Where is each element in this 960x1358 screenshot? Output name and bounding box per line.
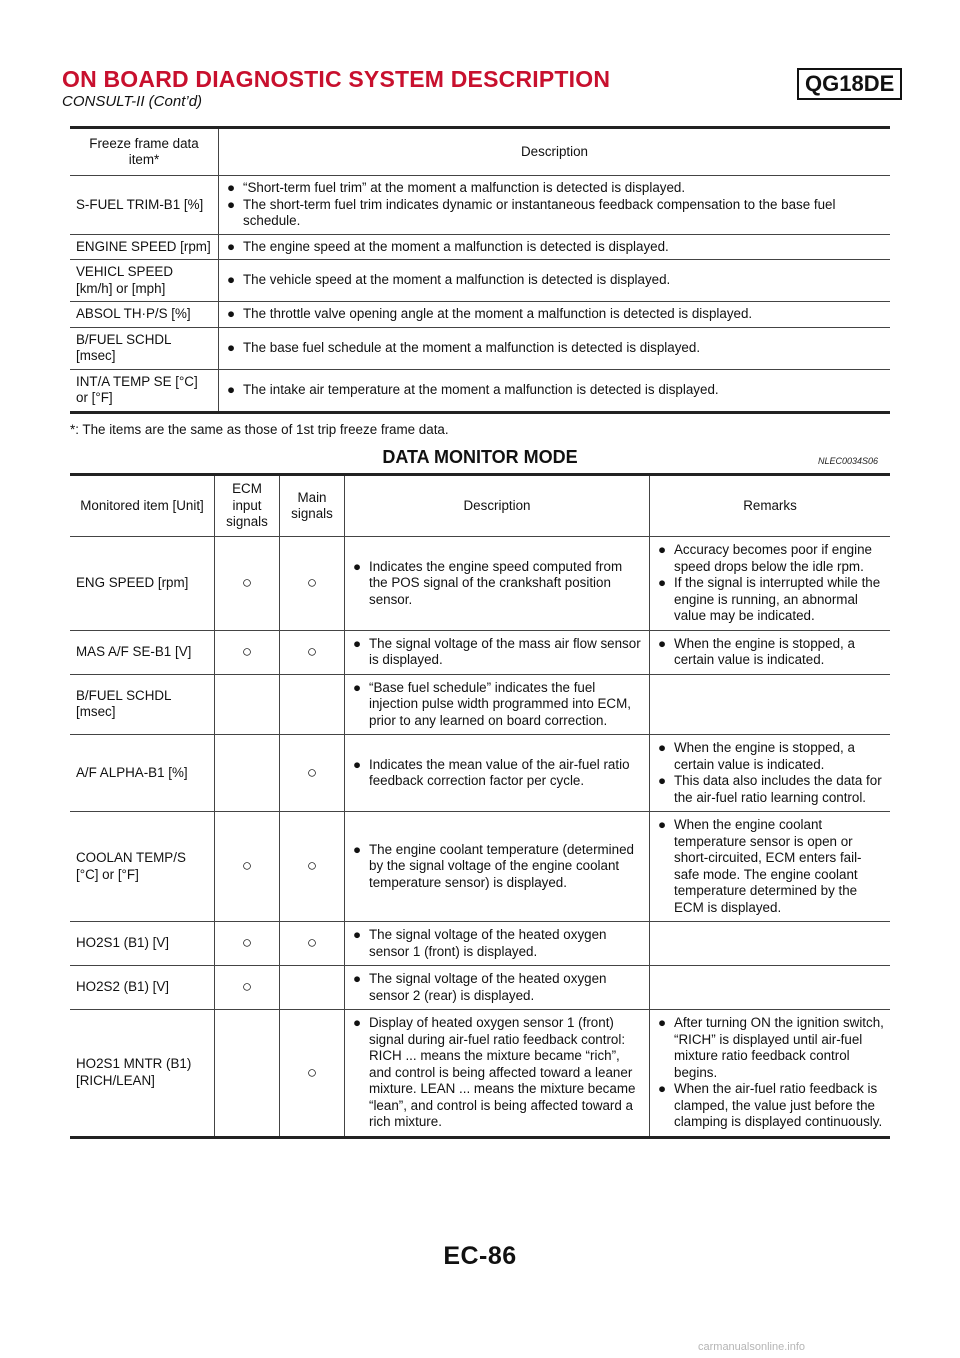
freeze-frame-row: [70, 176, 890, 235]
freeze-frame-item: INT/A TEMP SE [°C] or [°F]: [70, 369, 219, 412]
description-line: [351, 1015, 643, 1131]
freeze-frame-row: [70, 234, 890, 260]
monitor-remarks: [650, 537, 891, 631]
monitor-description: [345, 735, 650, 812]
description-line-text: The short-term fuel trim indicates dynamic or instantaneous feedback compensation to the base fuel schedule.: [243, 196, 836, 228]
data-monitor-row: [70, 966, 890, 1010]
remark-line: [656, 542, 884, 575]
freeze-frame-row: [70, 302, 890, 328]
monitor-remarks: [650, 966, 891, 1010]
data-monitor-row: [70, 537, 890, 631]
description-line-text: The signal voltage of the heated oxygen sensor 2 (rear) is displayed.: [369, 971, 607, 1003]
bullet-icon: ●: [353, 927, 362, 942]
data-monitor-row: [70, 735, 890, 812]
data-monitor-row: [70, 812, 890, 922]
monitored-item: HO2S1 MNTR (B1) [RICH/LEAN]: [70, 1010, 215, 1138]
bullet-icon: ●: [227, 180, 236, 195]
main-signal-mark: ○: [280, 812, 345, 922]
data-monitor-row: [70, 922, 890, 966]
freeze-frame-body: [70, 176, 890, 413]
freeze-frame-row: [70, 260, 890, 302]
remark-line: [656, 575, 884, 625]
description-line: [225, 180, 884, 197]
description-line-text: The engine coolant temperature (determined by the signal voltage of the engine coolant temperature sensor) is displayed.: [369, 841, 634, 890]
freeze-frame-item: ABSOL TH·P/S [%]: [70, 302, 219, 328]
description-line-text: “Base fuel schedule” indicates the fuel injection pulse width programmed into ECM, prior to any learned on board correction.: [369, 679, 631, 728]
bullet-icon: ●: [227, 238, 236, 254]
freeze-frame-footnote: *: The items are the same as those of 1st trip freeze frame data.: [70, 422, 449, 437]
description-header: Description: [345, 476, 650, 537]
monitor-description: [345, 966, 650, 1010]
freeze-frame-item: ENGINE SPEED [rpm]: [70, 234, 219, 260]
bullet-icon: ●: [227, 381, 236, 397]
monitor-description: [345, 674, 650, 735]
bullet-icon: ●: [353, 635, 362, 651]
monitored-item: COOLAN TEMP/S [°C] or [°F]: [70, 812, 215, 922]
bullet-icon: ●: [658, 773, 667, 788]
remark-line-text: When the engine is stopped, a certain value is indicated.: [674, 740, 855, 772]
description-line-text: Display of heated oxygen sensor 1 (front) signal during air-fuel ratio feedback control: RICH ... means the mixture became “rich”, and control is being affected toward a leaner mixture. LEAN ... means the mixture became “lean”, and control is being affected toward a rich mixture.: [369, 1015, 636, 1129]
bullet-icon: ●: [353, 558, 362, 574]
monitored-item: MAS A/F SE-B1 [V]: [70, 630, 215, 674]
bullet-icon: ●: [227, 306, 236, 321]
ecm-input-mark: ○: [215, 966, 280, 1010]
remarks-header: Remarks: [650, 476, 891, 537]
monitor-description: [345, 630, 650, 674]
monitor-remarks: [650, 630, 891, 674]
freeze-frame-description: [219, 369, 891, 412]
description-line-text: The intake air temperature at the moment a malfunction is detected is displayed.: [243, 381, 719, 397]
main-signal-mark: ○: [280, 922, 345, 966]
data-monitor-code: NLEC0034S06: [818, 456, 879, 466]
description-line-text: Indicates the engine speed computed from the POS signal of the crankshaft position sensor.: [369, 558, 623, 607]
page-title: ON BOARD DIAGNOSTIC SYSTEM DESCRIPTION: [62, 66, 611, 92]
ecm-input-mark: [215, 1010, 280, 1138]
monitor-remarks: [650, 674, 891, 735]
monitored-item: HO2S2 (B1) [V]: [70, 966, 215, 1010]
data-monitor-row: [70, 674, 890, 735]
ecm-input-mark: ○: [215, 922, 280, 966]
bullet-icon: ●: [658, 1015, 667, 1030]
remark-line: [656, 1081, 884, 1131]
monitored-item: B/FUEL SCHDL [msec]: [70, 674, 215, 735]
ecm-input-mark: ○: [215, 537, 280, 631]
remark-line-text: After turning ON the ignition switch, “RICH” is displayed until air-fuel mixture ratio feedback control begins.: [674, 1015, 884, 1080]
remark-line-text: If the signal is interrupted while the engine is running, an abnormal value may be indicated.: [674, 575, 881, 623]
remark-line-text: This data also includes the data for the air-fuel ratio learning control.: [674, 773, 882, 805]
freeze-frame-description: [219, 302, 891, 328]
freeze-frame-item: B/FUEL SCHDL [msec]: [70, 327, 219, 369]
remark-line-text: Accuracy becomes poor if engine speed drops below the idle rpm.: [674, 542, 872, 574]
bullet-icon: ●: [227, 272, 236, 288]
bullet-icon: ●: [353, 756, 362, 772]
main-signal-mark: ○: [280, 537, 345, 631]
remark-line: [656, 817, 884, 916]
bullet-icon: ●: [658, 542, 667, 557]
monitor-description: [345, 812, 650, 922]
remark-line: [656, 1015, 884, 1081]
monitored-item-header: Monitored item [Unit]: [70, 476, 215, 537]
monitor-remarks: [650, 922, 891, 966]
data-monitor-header-row: [70, 476, 890, 537]
bullet-icon: ●: [353, 1015, 362, 1030]
remark-line: [656, 740, 884, 773]
description-line: [225, 340, 884, 357]
data-monitor-row: [70, 1010, 890, 1138]
freeze-frame-table: [70, 129, 890, 414]
description-line-text: “Short-term fuel trim” at the moment a malfunction is detected is displayed.: [243, 180, 686, 195]
description-line: [351, 680, 643, 730]
description-line: [351, 757, 643, 790]
ecm-input-mark: [215, 674, 280, 735]
main-signal-mark: [280, 966, 345, 1010]
description-line-text: The engine speed at the moment a malfunction is detected is displayed.: [243, 238, 669, 254]
bullet-icon: ●: [353, 679, 362, 695]
remark-line: [656, 636, 884, 669]
description-line: [225, 382, 884, 399]
freeze-frame-header-row: [70, 129, 890, 176]
ecm-input-header: ECM input signals: [215, 476, 280, 537]
section-subtitle: CONSULT-II (Cont’d): [62, 93, 203, 110]
monitored-item: ENG SPEED [rpm]: [70, 537, 215, 631]
bullet-icon: ●: [658, 740, 667, 755]
freeze-frame-item: VEHICL SPEED [km/h] or [mph]: [70, 260, 219, 302]
description-line: [351, 636, 643, 669]
freeze-frame-description: [219, 234, 891, 260]
monitored-item: HO2S1 (B1) [V]: [70, 922, 215, 966]
monitor-description: [345, 1010, 650, 1138]
description-line: [351, 927, 643, 960]
data-monitor-body: [70, 537, 890, 1138]
freeze-frame-description: [219, 260, 891, 302]
freeze-frame-item-header: Freeze frame data item*: [70, 129, 219, 176]
remark-line-text: When the engine coolant temperature sensor is open or short-circuited, ECM enters fail-safe mode. The engine coolant temperature determined by the ECM is displayed.: [674, 817, 862, 915]
monitored-item: A/F ALPHA-B1 [%]: [70, 735, 215, 812]
description-line: [351, 971, 643, 1004]
watermark: carmanualsonline.info: [698, 1341, 806, 1353]
description-line-text: The base fuel schedule at the moment a malfunction is detected is displayed.: [243, 339, 701, 355]
data-monitor-title: DATA MONITOR MODE: [382, 447, 578, 467]
bullet-icon: ●: [658, 817, 667, 832]
data-monitor-table: [70, 476, 890, 1139]
bullet-icon: ●: [227, 196, 236, 212]
description-line: [225, 272, 884, 289]
page-number: EC-86: [443, 1242, 517, 1270]
main-signal-mark: ○: [280, 735, 345, 812]
freeze-frame-row: [70, 327, 890, 369]
description-line: [351, 559, 643, 609]
monitor-remarks: [650, 1010, 891, 1138]
bullet-icon: ●: [353, 971, 362, 986]
monitor-remarks: [650, 812, 891, 922]
ecm-input-mark: ○: [215, 812, 280, 922]
freeze-frame-item: S-FUEL TRIM-B1 [%]: [70, 176, 219, 235]
main-signal-mark: ○: [280, 1010, 345, 1138]
bullet-icon: ●: [227, 339, 236, 355]
main-signal-mark: [280, 674, 345, 735]
freeze-frame-row: [70, 369, 890, 412]
description-line: [225, 306, 884, 323]
main-signals-header: Main signals: [280, 476, 345, 537]
description-line-text: The signal voltage of the heated oxygen sensor 1 (front) is displayed.: [369, 927, 607, 959]
ecm-input-mark: [215, 735, 280, 812]
freeze-frame-description: [219, 176, 891, 235]
description-line: [225, 197, 884, 230]
data-monitor-row: [70, 630, 890, 674]
description-line: [351, 842, 643, 892]
description-line-text: The signal voltage of the mass air flow sensor is displayed.: [369, 635, 641, 667]
model-badge: QG18DE: [797, 68, 902, 100]
remark-line-text: When the engine is stopped, a certain value is indicated.: [674, 635, 855, 667]
description-line: [225, 239, 884, 256]
main-signal-mark: ○: [280, 630, 345, 674]
description-line-text: The vehicle speed at the moment a malfunction is detected is displayed.: [243, 272, 671, 288]
monitor-description: [345, 922, 650, 966]
freeze-frame-description: [219, 327, 891, 369]
remark-line-text: When the air-fuel ratio feedback is clamped, the value just before the clamping is displayed continuously.: [674, 1081, 883, 1129]
description-line-text: The throttle valve opening angle at the moment a malfunction is detected is displayed.: [243, 306, 753, 321]
description-line-text: Indicates the mean value of the air-fuel ratio feedback correction factor per cycle.: [369, 756, 630, 788]
freeze-frame-desc-header: Description: [219, 129, 891, 176]
bullet-icon: ●: [658, 1081, 667, 1096]
monitor-description: [345, 537, 650, 631]
bullet-icon: ●: [353, 841, 362, 857]
remark-line: [656, 773, 884, 806]
bullet-icon: ●: [658, 635, 667, 651]
bullet-icon: ●: [658, 575, 667, 590]
monitor-remarks: [650, 735, 891, 812]
ecm-input-mark: ○: [215, 630, 280, 674]
